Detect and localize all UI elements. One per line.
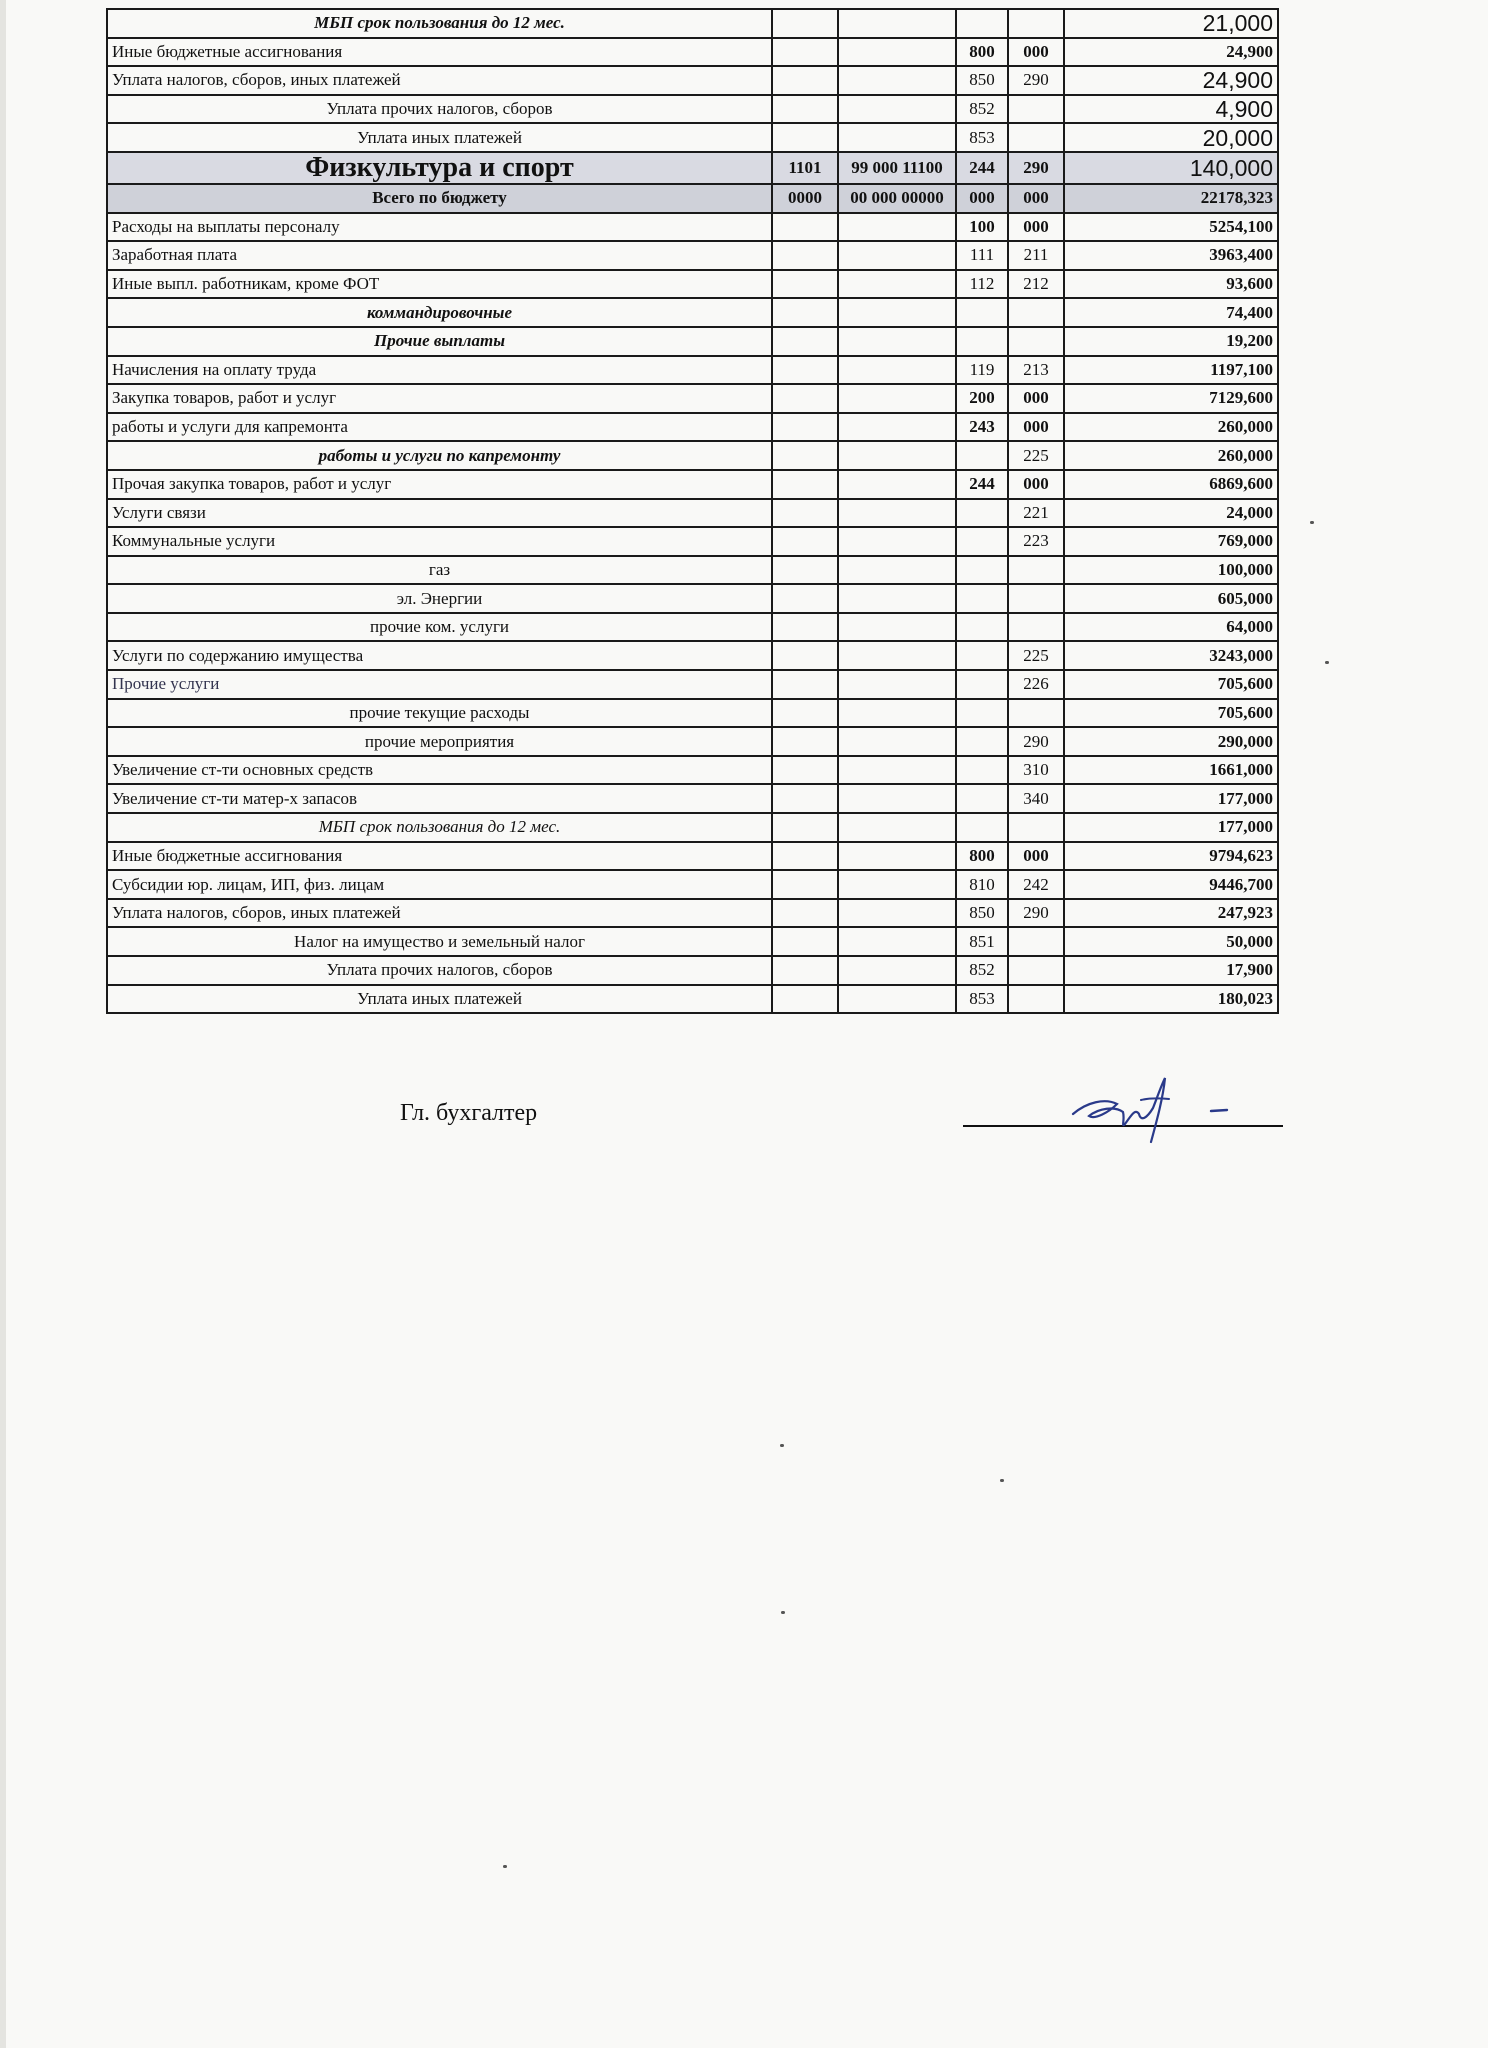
amount-cell: 260,000 [1064, 441, 1278, 470]
target-code-cell: 99 000 11100 [838, 152, 956, 184]
target-code-cell [838, 556, 956, 585]
amount-cell: 3963,400 [1064, 241, 1278, 270]
table-row [107, 95, 1278, 124]
kosgu-code-cell: 212 [1008, 270, 1064, 299]
expense-type-cell: 851 [956, 927, 1008, 956]
kosgu-code-cell [1008, 813, 1064, 842]
kosgu-code-cell: 225 [1008, 441, 1064, 470]
amount-cell: 180,023 [1064, 985, 1278, 1014]
table-row [107, 956, 1278, 985]
expense-type-cell: 000 [956, 184, 1008, 213]
section-code-cell [772, 327, 838, 356]
amount-cell: 6869,600 [1064, 470, 1278, 499]
amount-cell: 24,900 [1064, 66, 1278, 95]
expense-type-cell: 243 [956, 413, 1008, 442]
kosgu-code-cell [1008, 956, 1064, 985]
section-code-cell [772, 670, 838, 699]
amount-cell: 605,000 [1064, 584, 1278, 613]
table-row [107, 784, 1278, 813]
scan-speck [503, 1865, 507, 1868]
section-code-cell [772, 270, 838, 299]
target-code-cell [838, 956, 956, 985]
kosgu-code-cell: 310 [1008, 756, 1064, 785]
section-code-cell [772, 584, 838, 613]
expense-type-cell [956, 9, 1008, 38]
amount-cell: 74,400 [1064, 298, 1278, 327]
target-code-cell [838, 985, 956, 1014]
amount-cell: 177,000 [1064, 813, 1278, 842]
scan-speck [1325, 661, 1329, 664]
expense-type-cell [956, 613, 1008, 642]
amount-cell: 21,000 [1064, 9, 1278, 38]
amount-cell: 50,000 [1064, 927, 1278, 956]
row-name-cell: прочие текущие расходы [107, 699, 772, 728]
section-code-cell [772, 95, 838, 124]
row-name-cell: МБП срок пользования до 12 мес. [107, 813, 772, 842]
target-code-cell [838, 641, 956, 670]
table-row [107, 298, 1278, 327]
kosgu-code-cell [1008, 556, 1064, 585]
row-name-cell: работы и услуги для капремонта [107, 413, 772, 442]
table-row [107, 756, 1278, 785]
expense-type-cell: 200 [956, 384, 1008, 413]
expense-type-cell [956, 441, 1008, 470]
kosgu-code-cell: 000 [1008, 413, 1064, 442]
amount-cell: 5254,100 [1064, 213, 1278, 242]
target-code-cell [838, 870, 956, 899]
target-code-cell [838, 784, 956, 813]
expense-type-cell: 112 [956, 270, 1008, 299]
kosgu-code-cell [1008, 298, 1064, 327]
table-row [107, 842, 1278, 871]
chief-accountant-label: Гл. бухгалтер [400, 1100, 538, 1126]
expense-type-cell [956, 670, 1008, 699]
target-code-cell [838, 527, 956, 556]
target-code-cell [838, 670, 956, 699]
row-name-cell: Заработная плата [107, 241, 772, 270]
amount-cell: 9794,623 [1064, 842, 1278, 871]
section-code-cell: 1101 [772, 152, 838, 184]
section-code-cell [772, 527, 838, 556]
table-row [107, 270, 1278, 299]
section-code-cell [772, 441, 838, 470]
table-row [107, 327, 1278, 356]
section-code-cell [772, 9, 838, 38]
amount-cell: 3243,000 [1064, 641, 1278, 670]
row-name-cell: МБП срок пользования до 12 мес. [107, 9, 772, 38]
amount-cell: 93,600 [1064, 270, 1278, 299]
expense-type-cell: 852 [956, 95, 1008, 124]
amount-cell: 260,000 [1064, 413, 1278, 442]
target-code-cell [838, 899, 956, 928]
target-code-cell [838, 413, 956, 442]
table-row [107, 670, 1278, 699]
expense-type-cell: 244 [956, 470, 1008, 499]
row-name-cell: Прочие выплаты [107, 327, 772, 356]
expense-type-cell [956, 641, 1008, 670]
section-code-cell [772, 985, 838, 1014]
target-code-cell [838, 584, 956, 613]
table-row [107, 413, 1278, 442]
table-row [107, 241, 1278, 270]
target-code-cell: 00 000 00000 [838, 184, 956, 213]
section-code-cell [772, 784, 838, 813]
row-name-cell: Услуги по содержанию имущества [107, 641, 772, 670]
target-code-cell [838, 499, 956, 528]
table-row [107, 184, 1278, 213]
table-row [107, 927, 1278, 956]
row-name-cell: Субсидии юр. лицам, ИП, физ. лицам [107, 870, 772, 899]
row-name-cell: Иные бюджетные ассигнования [107, 842, 772, 871]
table-row [107, 613, 1278, 642]
target-code-cell [838, 213, 956, 242]
expense-type-cell [956, 527, 1008, 556]
section-code-cell [772, 641, 838, 670]
section-code-cell [772, 756, 838, 785]
section-code-cell [772, 813, 838, 842]
table-row [107, 66, 1278, 95]
table-row [107, 9, 1278, 38]
row-name-cell: Услуги связи [107, 499, 772, 528]
table-row [107, 356, 1278, 385]
row-name-cell: Начисления на оплату труда [107, 356, 772, 385]
target-code-cell [838, 356, 956, 385]
amount-cell: 1197,100 [1064, 356, 1278, 385]
table-row [107, 499, 1278, 528]
amount-cell: 177,000 [1064, 784, 1278, 813]
scan-speck [781, 1611, 785, 1614]
row-name-cell: Расходы на выплаты персоналу [107, 213, 772, 242]
table-row [107, 899, 1278, 928]
row-name-cell: прочие ком. услуги [107, 613, 772, 642]
section-code-cell: 0000 [772, 184, 838, 213]
target-code-cell [838, 241, 956, 270]
amount-cell: 19,200 [1064, 327, 1278, 356]
row-name-cell: Уплата иных платежей [107, 123, 772, 152]
kosgu-code-cell: 000 [1008, 842, 1064, 871]
row-name-cell: Коммунальные услуги [107, 527, 772, 556]
amount-cell: 1661,000 [1064, 756, 1278, 785]
section-code-cell [772, 956, 838, 985]
table-row [107, 813, 1278, 842]
table-row [107, 384, 1278, 413]
section-code-cell [772, 927, 838, 956]
expense-type-cell [956, 499, 1008, 528]
amount-cell: 22178,323 [1064, 184, 1278, 213]
expense-type-cell [956, 784, 1008, 813]
row-name-cell: Уплата налогов, сборов, иных платежей [107, 66, 772, 95]
section-code-cell [772, 842, 838, 871]
row-name-cell: Иные бюджетные ассигнования [107, 38, 772, 67]
target-code-cell [838, 441, 956, 470]
table-row [107, 470, 1278, 499]
expense-type-cell: 810 [956, 870, 1008, 899]
kosgu-code-cell: 000 [1008, 470, 1064, 499]
target-code-cell [838, 699, 956, 728]
kosgu-code-cell: 000 [1008, 384, 1064, 413]
kosgu-code-cell: 226 [1008, 670, 1064, 699]
expense-type-cell: 119 [956, 356, 1008, 385]
expense-type-cell [956, 699, 1008, 728]
kosgu-code-cell [1008, 584, 1064, 613]
expense-type-cell [956, 584, 1008, 613]
row-name-cell: Прочие услуги [107, 670, 772, 699]
target-code-cell [838, 123, 956, 152]
section-code-cell [772, 870, 838, 899]
expense-type-cell [956, 298, 1008, 327]
target-code-cell [838, 327, 956, 356]
section-code-cell [772, 556, 838, 585]
expense-type-cell: 852 [956, 956, 1008, 985]
kosgu-code-cell: 223 [1008, 527, 1064, 556]
target-code-cell [838, 613, 956, 642]
amount-cell: 140,000 [1064, 152, 1278, 184]
kosgu-code-cell [1008, 123, 1064, 152]
row-name-cell: газ [107, 556, 772, 585]
row-name-cell: Уплата иных платежей [107, 985, 772, 1014]
amount-cell: 64,000 [1064, 613, 1278, 642]
budget-table-body [107, 9, 1278, 1013]
expense-type-cell: 853 [956, 123, 1008, 152]
expense-type-cell: 244 [956, 152, 1008, 184]
section-code-cell [772, 899, 838, 928]
kosgu-code-cell: 221 [1008, 499, 1064, 528]
kosgu-code-cell [1008, 613, 1064, 642]
kosgu-code-cell: 290 [1008, 152, 1064, 184]
target-code-cell [838, 384, 956, 413]
scan-speck [1000, 1479, 1004, 1482]
target-code-cell [838, 842, 956, 871]
kosgu-code-cell: 000 [1008, 184, 1064, 213]
expense-type-cell: 800 [956, 38, 1008, 67]
target-code-cell [838, 66, 956, 95]
table-row [107, 727, 1278, 756]
kosgu-code-cell [1008, 927, 1064, 956]
target-code-cell [838, 813, 956, 842]
target-code-cell [838, 470, 956, 499]
table-row [107, 584, 1278, 613]
table-row [107, 38, 1278, 67]
section-code-cell [772, 699, 838, 728]
row-name-cell: Прочая закупка товаров, работ и услуг [107, 470, 772, 499]
section-code-cell [772, 298, 838, 327]
table-row [107, 527, 1278, 556]
budget-table [106, 8, 1279, 1014]
amount-cell: 9446,700 [1064, 870, 1278, 899]
section-code-cell [772, 123, 838, 152]
amount-cell: 247,923 [1064, 899, 1278, 928]
kosgu-code-cell: 290 [1008, 899, 1064, 928]
target-code-cell [838, 927, 956, 956]
kosgu-code-cell [1008, 985, 1064, 1014]
section-code-cell [772, 413, 838, 442]
amount-cell: 20,000 [1064, 123, 1278, 152]
section-code-cell [772, 613, 838, 642]
expense-type-cell: 850 [956, 899, 1008, 928]
kosgu-code-cell [1008, 327, 1064, 356]
target-code-cell [838, 270, 956, 299]
row-name-cell: Закупка товаров, работ и услуг [107, 384, 772, 413]
target-code-cell [838, 756, 956, 785]
table-row [107, 123, 1278, 152]
row-name-cell: Уплата прочих налогов, сборов [107, 956, 772, 985]
amount-cell: 705,600 [1064, 699, 1278, 728]
amount-cell: 705,600 [1064, 670, 1278, 699]
kosgu-code-cell: 213 [1008, 356, 1064, 385]
amount-cell: 100,000 [1064, 556, 1278, 585]
expense-type-cell: 800 [956, 842, 1008, 871]
kosgu-code-cell [1008, 9, 1064, 38]
row-name-cell: Всего по бюджету [107, 184, 772, 213]
scan-speck [780, 1444, 784, 1447]
kosgu-code-cell [1008, 699, 1064, 728]
row-name-cell: Уплата прочих налогов, сборов [107, 95, 772, 124]
scan-speck [1310, 521, 1314, 524]
section-code-cell [772, 470, 838, 499]
expense-type-cell [956, 556, 1008, 585]
amount-cell: 4,900 [1064, 95, 1278, 124]
kosgu-code-cell: 242 [1008, 870, 1064, 899]
expense-type-cell: 111 [956, 241, 1008, 270]
amount-cell: 17,900 [1064, 956, 1278, 985]
target-code-cell [838, 9, 956, 38]
kosgu-code-cell: 225 [1008, 641, 1064, 670]
table-row [107, 985, 1278, 1014]
table-row [107, 641, 1278, 670]
expense-type-cell [956, 813, 1008, 842]
amount-cell: 24,900 [1064, 38, 1278, 67]
target-code-cell [838, 298, 956, 327]
expense-type-cell: 850 [956, 66, 1008, 95]
kosgu-code-cell: 290 [1008, 66, 1064, 95]
page-edge [0, 0, 6, 2048]
row-name-cell: Иные выпл. работникам, кроме ФОТ [107, 270, 772, 299]
section-code-cell [772, 356, 838, 385]
row-name-cell: эл. Энергии [107, 584, 772, 613]
section-code-cell [772, 66, 838, 95]
kosgu-code-cell: 340 [1008, 784, 1064, 813]
table-row [107, 441, 1278, 470]
section-code-cell [772, 727, 838, 756]
kosgu-code-cell [1008, 95, 1064, 124]
table-row [107, 870, 1278, 899]
expense-type-cell [956, 727, 1008, 756]
kosgu-code-cell: 000 [1008, 38, 1064, 67]
kosgu-code-cell: 290 [1008, 727, 1064, 756]
table-row [107, 556, 1278, 585]
target-code-cell [838, 727, 956, 756]
expense-type-cell [956, 756, 1008, 785]
expense-type-cell [956, 327, 1008, 356]
section-code-cell [772, 384, 838, 413]
section-code-cell [772, 213, 838, 242]
amount-cell: 7129,600 [1064, 384, 1278, 413]
row-name-cell: коммандировочные [107, 298, 772, 327]
row-name-cell: Увеличение ст-ти основных средств [107, 756, 772, 785]
row-name-cell: Увеличение ст-ти матер-х запасов [107, 784, 772, 813]
kosgu-code-cell: 211 [1008, 241, 1064, 270]
table-row [107, 152, 1278, 184]
table-row [107, 699, 1278, 728]
amount-cell: 290,000 [1064, 727, 1278, 756]
expense-type-cell: 100 [956, 213, 1008, 242]
row-name-cell: работы и услуги по капремонту [107, 441, 772, 470]
amount-cell: 24,000 [1064, 499, 1278, 528]
amount-cell: 769,000 [1064, 527, 1278, 556]
expense-type-cell: 853 [956, 985, 1008, 1014]
target-code-cell [838, 38, 956, 67]
section-code-cell [772, 241, 838, 270]
row-name-cell: Физкультура и спорт [107, 152, 772, 184]
target-code-cell [838, 95, 956, 124]
table-row [107, 213, 1278, 242]
row-name-cell: прочие мероприятия [107, 727, 772, 756]
row-name-cell: Налог на имущество и земельный налог [107, 927, 772, 956]
section-code-cell [772, 38, 838, 67]
handwritten-signature-icon [1065, 1068, 1235, 1148]
kosgu-code-cell: 000 [1008, 213, 1064, 242]
section-code-cell [772, 499, 838, 528]
row-name-cell: Уплата налогов, сборов, иных платежей [107, 899, 772, 928]
